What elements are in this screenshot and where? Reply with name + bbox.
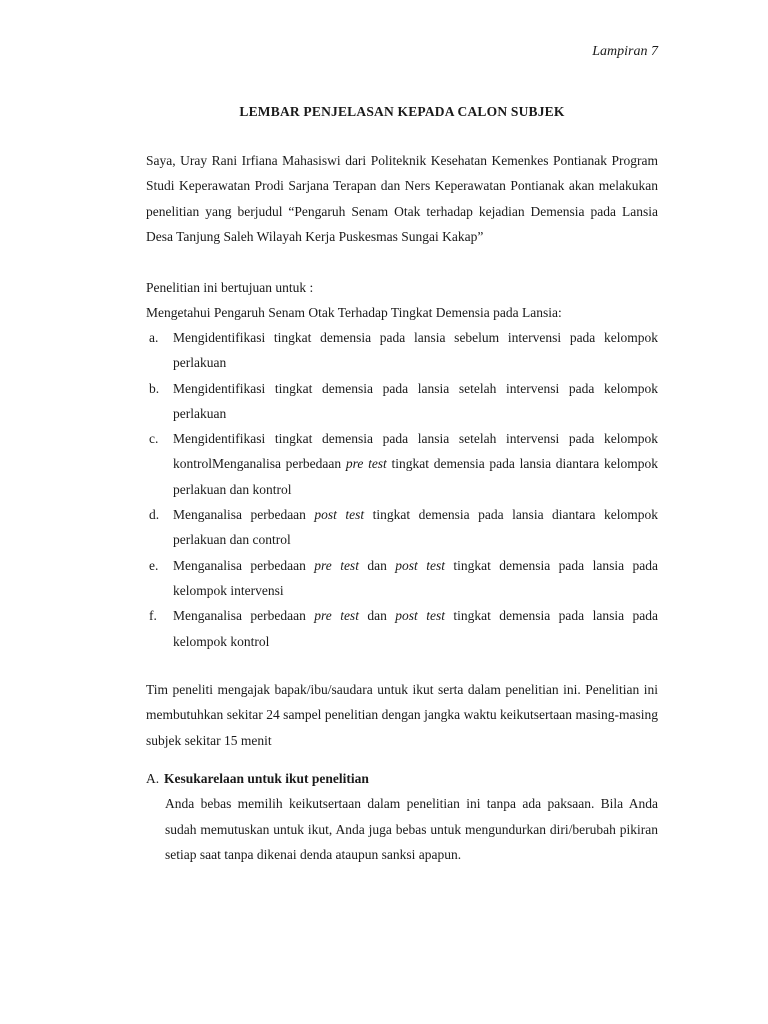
purpose-intro: Penelitian ini bertujuan untuk : <box>146 280 314 295</box>
objective-text: tingkat demensia pada lansia diantara kelompok perlakuan dan control <box>173 507 658 548</box>
list-marker: e. <box>149 557 159 573</box>
list-marker: c. <box>149 431 159 447</box>
section-a-body: Anda bebas memilih keikutsertaan dalam penelitian ini tanpa ada paksaan. Bila Anda sudah memutuskan untuk ikut, Anda juga bebas untuk mengundurkan diri/berubah pikiran setiap saat tanpa dikenai denda ataupun sanksi apapun. <box>165 796 658 862</box>
objective-text: Menganalisa perbedaan <box>173 557 315 573</box>
list-item <box>146 553 658 604</box>
document-title: LEMBAR PENJELASAN KEPADA CALON SUBJEK <box>239 104 565 119</box>
list-marker: a. <box>149 330 159 345</box>
list-item <box>146 502 658 553</box>
objective-italic-term: post test <box>395 608 445 624</box>
objective-text: tingkat demensia pada lansia pada kelompok intervensi <box>173 557 658 598</box>
list-marker: d. <box>149 507 160 523</box>
objective-italic-term: post test <box>314 507 365 523</box>
section-a-heading <box>146 766 658 791</box>
section-a <box>146 766 658 867</box>
objective-text: dan <box>358 557 396 573</box>
objective-text: dan <box>358 608 396 624</box>
list-item <box>146 426 658 502</box>
objective-text: tingkat demensia pada lansia diantara kelompok perlakuan dan kontrol <box>173 456 658 497</box>
objective-italic-term: pre test <box>314 557 359 573</box>
list-item <box>146 603 658 654</box>
section-letter: A. <box>146 771 160 786</box>
objective-italic-term: post test <box>395 557 445 573</box>
purpose-main: Mengetahui Pengaruh Senam Otak Terhadap Tingkat Demensia pada Lansia: <box>146 305 562 320</box>
section-heading-text: Kesukarelaan untuk ikut penelitian <box>164 771 369 786</box>
objective-italic-term: pre test <box>314 608 359 624</box>
objective-text: Menganalisa perbedaan <box>173 507 315 523</box>
intro-paragraph: Saya, Uray Rani Irfiana Mahasiswi dari Politeknik Kesehatan Kemenkes Pontianak Program Studi Keperawatan Prodi Sarjana Terapan dan Ners Keperawatan Pontianak akan melakukan penelitian yang berjudul “Pengaruh Senam Otak terhadap kejadian Demensia pada Lansia Desa Tanjung Saleh Wilayah Kerja Puskesmas Sungai Kakap” <box>146 153 658 244</box>
list-item <box>146 325 658 376</box>
appendix-label: Lampiran 7 <box>592 44 658 59</box>
list-marker: f. <box>149 608 157 624</box>
objective-text: Mengidentifikasi tingkat demensia pada lansia setelah intervensi pada kelompok perlakuan <box>173 380 658 421</box>
objective-text: Mengidentifikasi tingkat demensia pada lansia sebelum intervensi pada kelompok perlakuan <box>173 330 658 371</box>
objective-text: tingkat demensia pada lansia pada kelompok kontrol <box>173 608 658 649</box>
objectives-list <box>146 325 658 654</box>
objective-italic-term: pre test <box>345 456 387 472</box>
list-marker: b. <box>149 380 160 396</box>
list-item <box>146 376 658 427</box>
team-paragraph: Tim peneliti mengajak bapak/ibu/saudara untuk ikut serta dalam penelitian ini. Penelitian ini membutuhkan sekitar 24 sampel penelitian dengan jangka waktu keikutsertaan masing-masing subjek sekitar 15 menit <box>146 682 658 748</box>
objective-text: Menganalisa perbedaan <box>173 608 315 624</box>
objective-text: Mengidentifikasi tingkat demensia pada lansia setelah intervensi pada kelompok kontrolMenganalisa perbedaan <box>173 431 658 472</box>
